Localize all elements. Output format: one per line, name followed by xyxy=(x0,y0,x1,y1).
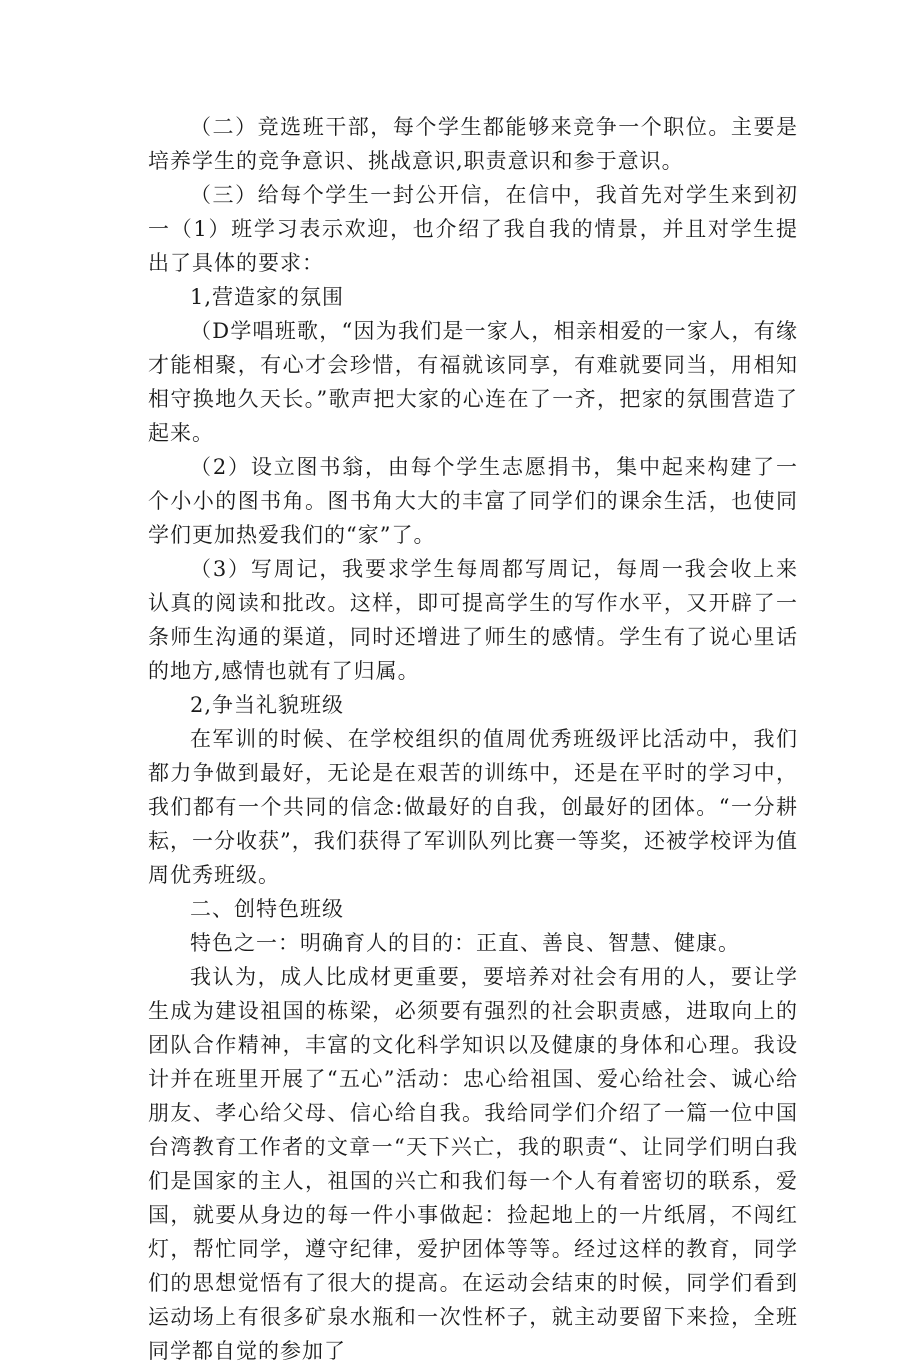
paragraph-open-letter: （三）给每个学生一封公开信，在信中，我首先对学生来到初一（1）班学习表示欢迎，也介绍了我自我的情景，并且对学生提出了具体的要求： xyxy=(148,183,798,275)
heading-polite-class: 2,争当礼貌班级 xyxy=(190,693,345,717)
paragraph-military-training: 在军训的时候、在学校组织的值周优秀班级评比活动中，我们都力争做到最好，无论是在艰苦的训练中，还是在平时的学习中，我们都有一个共同的信念:做最好的自我，创最好的团体。“一分耕耘，一分收获”，我们获得了军训队列比赛一等奖，还被学校评为值周优秀班级。 xyxy=(148,727,798,887)
paragraph-book-corner: （2）设立图书翁，由每个学生志愿捐书，集中起来构建了一个小小的图书角。图书角大大的丰富了同学们的课余生活，也使同学们更加热爱我们的“家”了。 xyxy=(148,455,798,547)
paragraph-weekly-journal: （3）写周记，我要求学生每周都写周记，每周一我会收上来认真的阅读和批改。这样，即可提高学生的写作水平，又开辟了一条师生沟通的渠道，同时还增进了师生的感情。学生有了说心里话的地方,感情也就有了归属。 xyxy=(148,557,798,683)
heading-family-atmosphere: 1,营造家的氛围 xyxy=(190,285,345,309)
paragraph-class-song: （D学唱班歌，“因为我们是一家人，相亲相爱的一家人，有缘才能相聚，有心才会珍惜，有福就该同享，有难就要同当，用相知相守换地久天长。”歌声把大家的心连在了一齐，把家的氛围营造了起来。 xyxy=(148,319,798,445)
heading-special-class: 二、创特色班级 xyxy=(190,897,344,921)
paragraph-five-hearts: 我认为，成人比成材更重要，要培养对社会有用的人，要让学生成为建设祖国的栋梁，必须要有强烈的社会职责感，进取向上的团队合作精神，丰富的文化科学知识以及健康的身体和心理。我设计并在班里开展了“五心”活动：忠心给祖国、爱心给社会、诚心给朋友、孝心给父母、信心给自我。我给同学们介绍了一篇一位中国台湾教育工作者的文章一“天下兴亡，我的职责“、让同学们明白我们是国家的主人，祖国的兴亡和我们每一个人有着密切的联系，爱国，就要从身边的每一件小事做起：捡起地上的一片纸屑，不闯红灯，帮忙同学，遵守纪律，爱护团体等等。经过这样的教育，同学们的思想觉悟有了很大的提高。在运动会结束的时候，同学们看到运动场上有很多矿泉水瓶和一次性杯子，就主动要留下来捡，全班同学都自觉的参加了 xyxy=(148,965,798,1363)
document-body xyxy=(148,110,798,1368)
paragraph-feature-one: 特色之一：明确育人的目的：正直、善良、智慧、健康。 xyxy=(190,931,740,955)
paragraph-election: （二）竞选班干部，每个学生都能够来竞争一个职位。主要是培养学生的竞争意识、挑战意识,职责意识和参于意识。 xyxy=(148,115,798,173)
